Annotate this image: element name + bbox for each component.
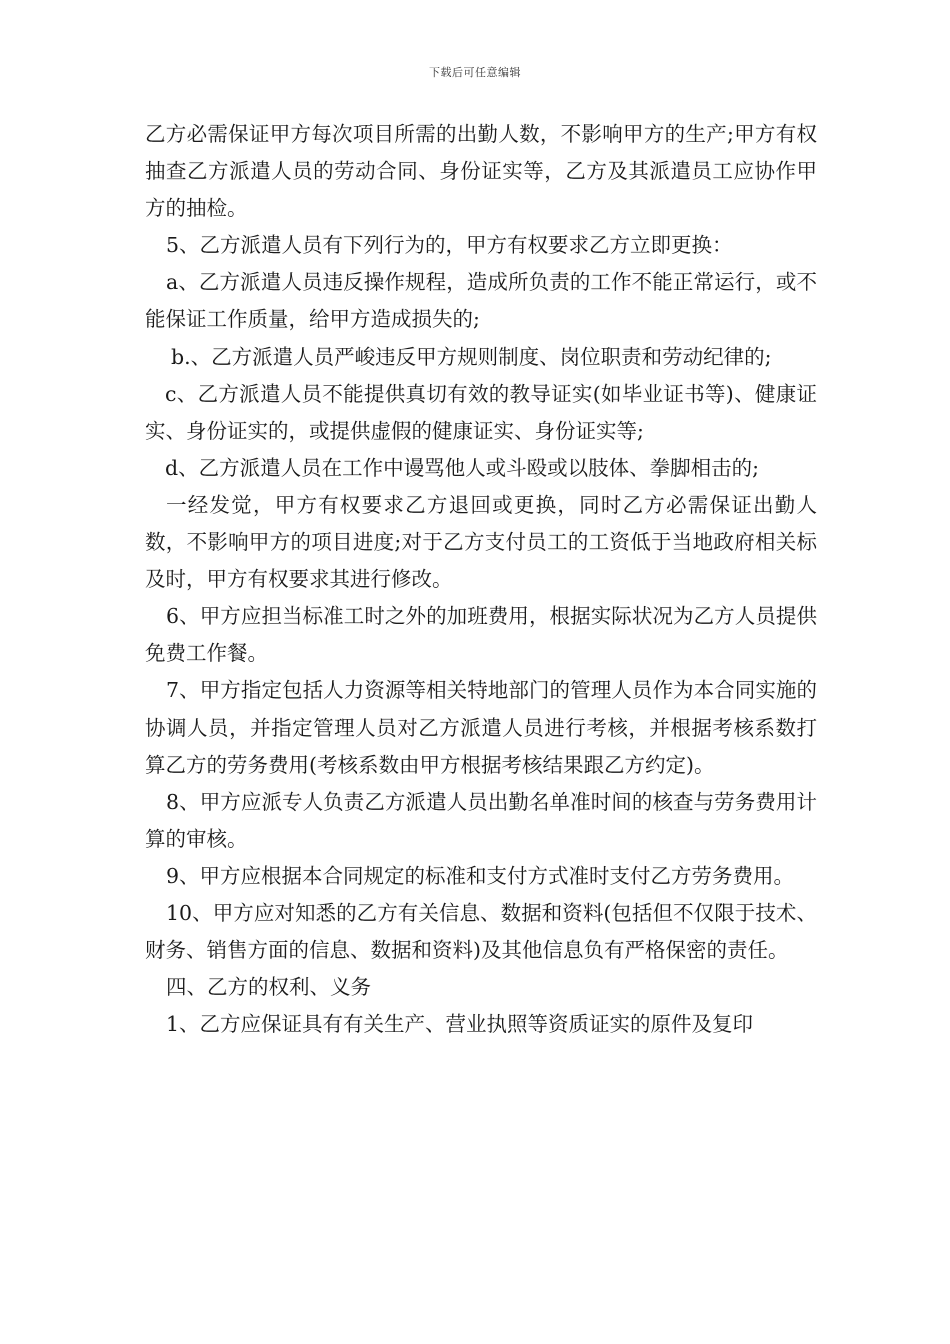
paragraph-upon-discovery: 一经发觉，甲方有权要求乙方退回或更换，同时乙方必需保证出勤人数，不影响甲方的项目进度;对于乙方支付员工的工资低于当地政府相关标及时，甲方有权要求其进行修改。 (145, 492, 817, 592)
paragraph-clause-8: 8、甲方应派专人负责乙方派遣人员出勤名单准时间的核查与劳务费用计算的审核。 (145, 789, 817, 851)
paragraph-item-d: d、乙方派遣人员在工作中谩骂他人或斗殴或以肢体、拳脚相击的; (165, 455, 760, 480)
section-heading-4: 四、乙方的权利、义务 (166, 975, 371, 1000)
paragraph-clause-10: 10、甲方应对知悉的乙方有关信息、数据和资料(包括但不仅限于技术、财务、销售方面的信息、数据和资料)及其他信息负有严格保密的责任。 (145, 900, 817, 963)
page-header: 下载后可任意编辑 (429, 66, 521, 79)
paragraph-item-b: b.、乙方派遣人员严峻违反甲方规则制度、岗位职责和劳动纪律的; (171, 344, 772, 369)
paragraph-item-a: a、乙方派遣人员违反操作规程，造成所负责的工作不能正常运行，或不能保证工作质量，给甲方造成损失的; (145, 270, 817, 332)
paragraph-section4-clause-1: 1、乙方应保证具有有关生产、营业执照等资质证实的原件及复印 (166, 1012, 754, 1037)
paragraph-clause-9: 9、甲方应根据本合同规定的标准和支付方式准时支付乙方劳务费用。 (166, 863, 795, 888)
paragraph-attendance-guarantee: 乙方必需保证甲方每次项目所需的出勤人数，不影响甲方的生产;甲方有权抽查乙方派遣人员的劳动合同、身份证实等，乙方及其派遣员工应协作甲方的抽检。 (145, 122, 817, 221)
paragraph-item-c: c、乙方派遣人员不能提供真切有效的教导证实(如毕业证书等)、健康证实、身份证实的，或提供虚假的健康证实、身份证实等; (145, 381, 817, 443)
paragraph-clause-5: 5、乙方派遣人员有下列行为的，甲方有权要求乙方立即更换： (166, 233, 733, 258)
paragraph-clause-6: 6、甲方应担当标准工时之外的加班费用，根据实际状况为乙方人员提供免费工作餐。 (145, 604, 817, 666)
paragraph-clause-7: 7、甲方指定包括人力资源等相关特地部门的管理人员作为本合同实施的协调人员，并指定管理人员对乙方派遣人员进行考核，并根据考核系数打算乙方的劳务费用(考核系数由甲方根据考核结果跟乙方约定)。 (145, 678, 817, 777)
document-body (145, 116, 817, 1043)
